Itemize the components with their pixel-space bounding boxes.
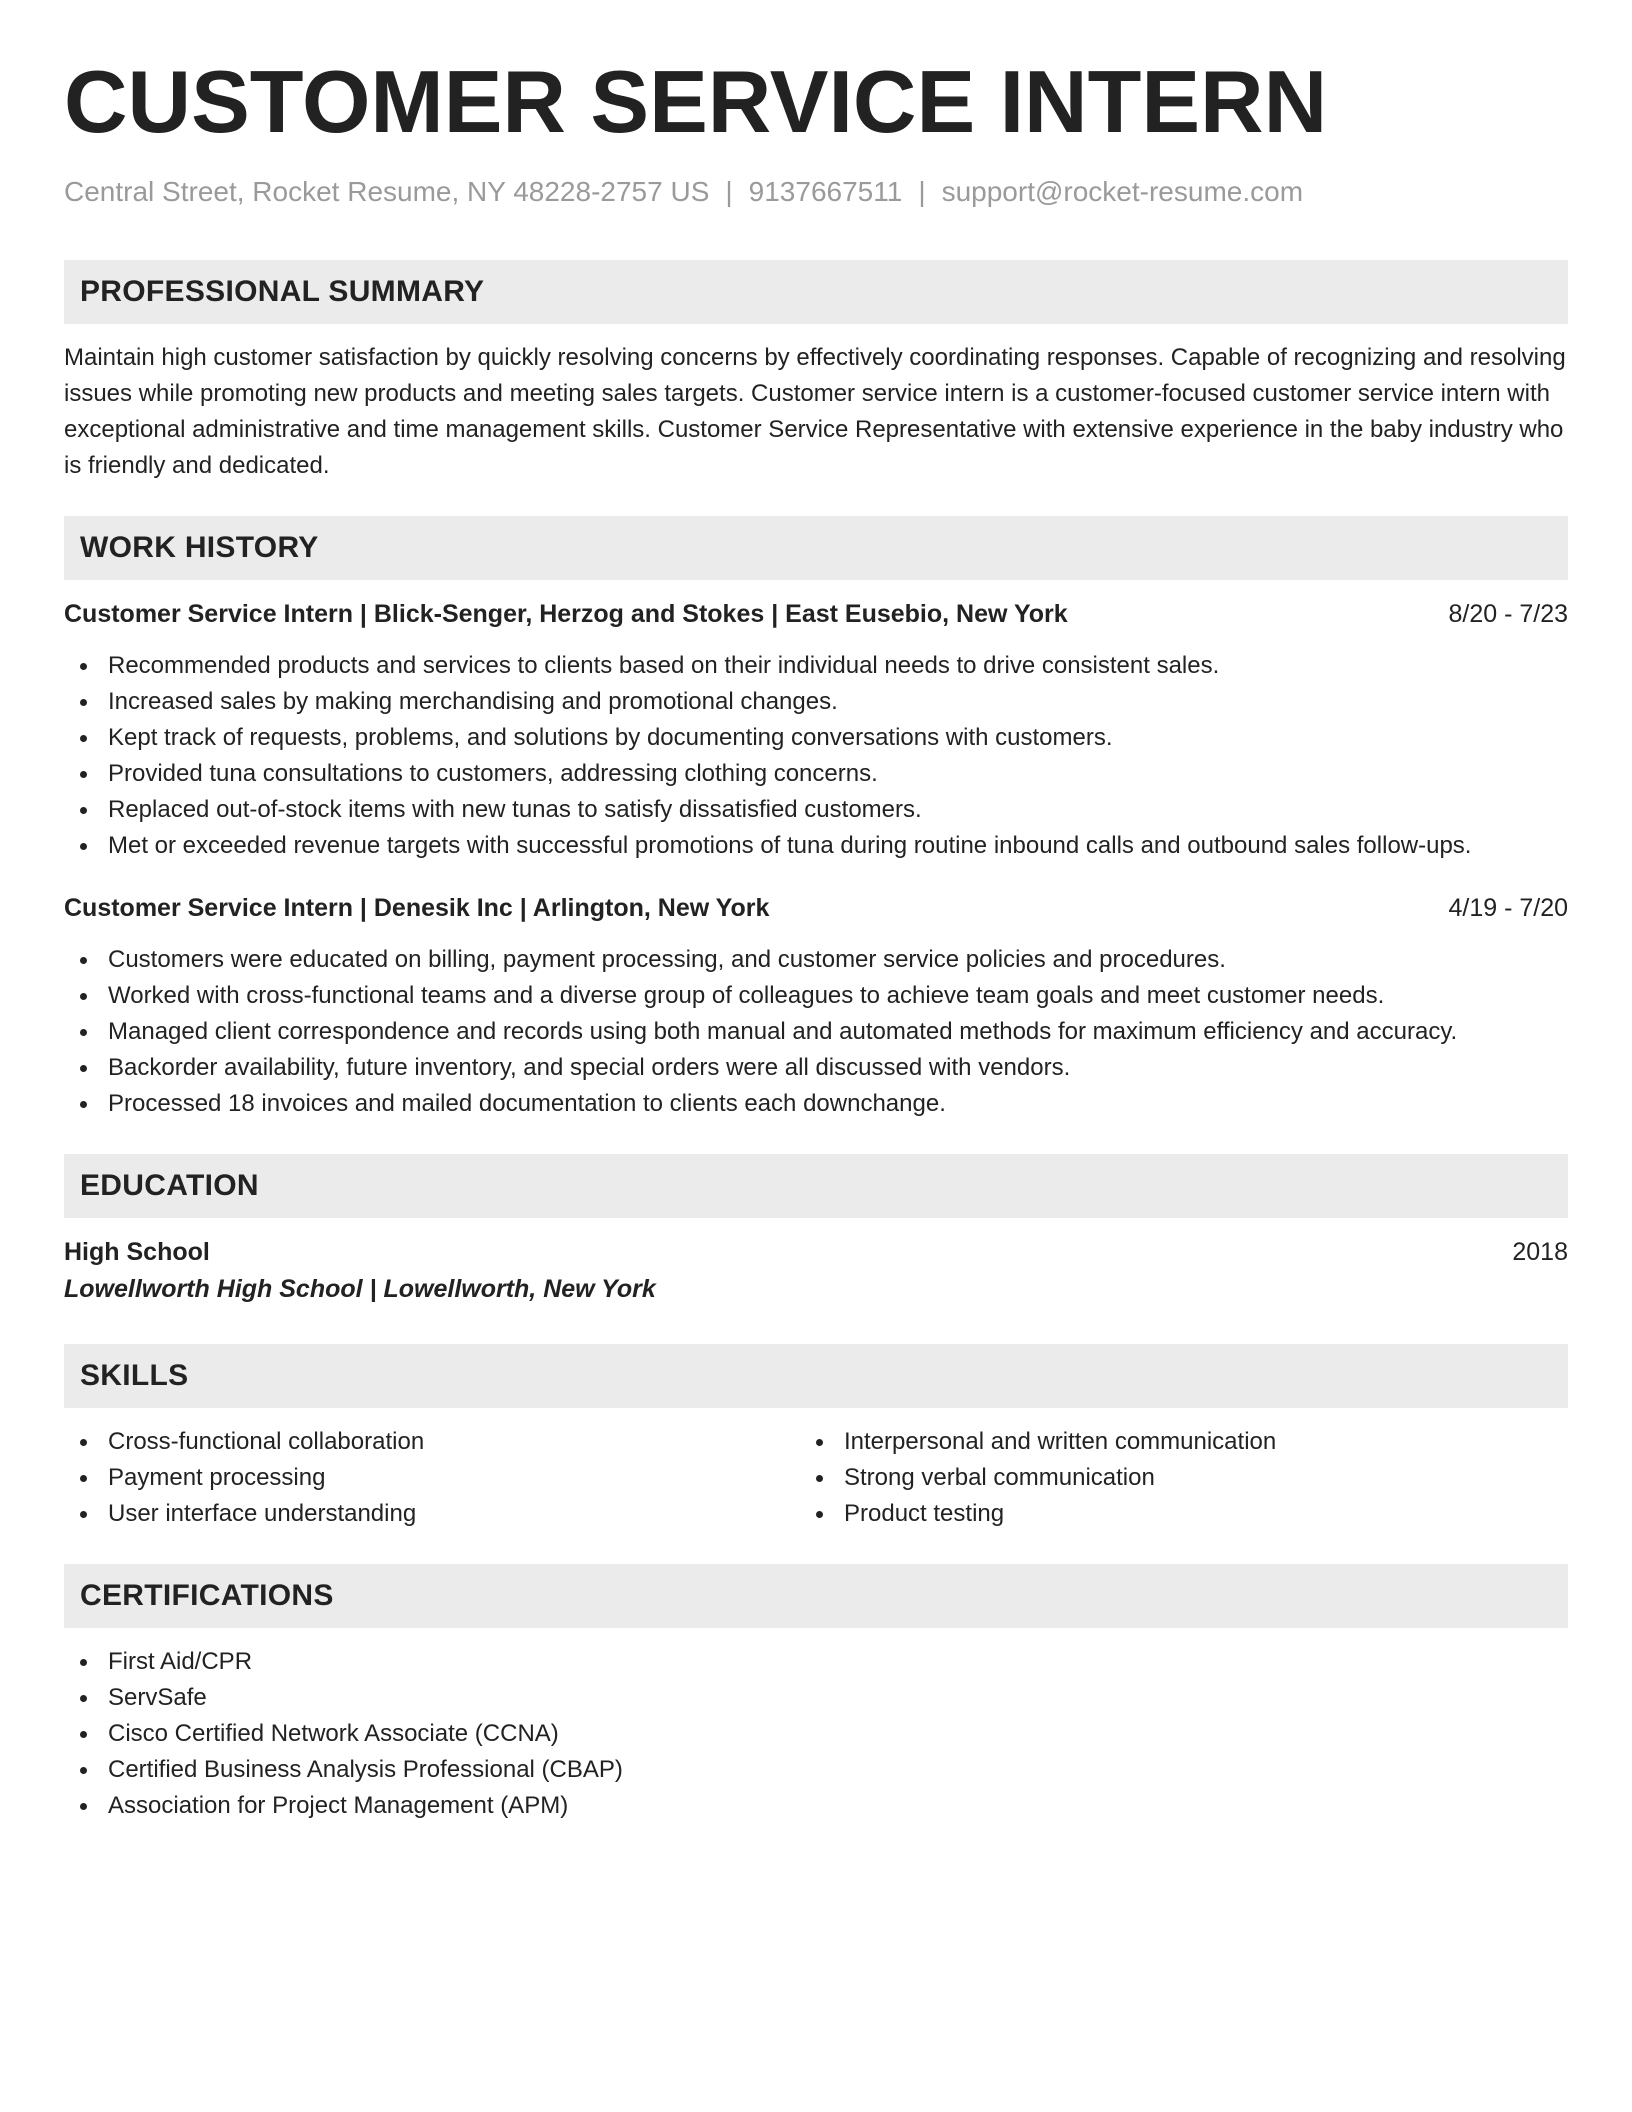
job-title: Customer Service Intern | Blick-Senger, Herzog and Stokes | East Eusebio, New York xyxy=(64,600,1068,628)
job-title: Customer Service Intern | Denesik Inc | Arlington, New York xyxy=(64,894,770,922)
skill-item: Strong verbal communication xyxy=(800,1460,1536,1496)
skill-item: Interpersonal and written communication xyxy=(800,1424,1536,1460)
job-bullet: Provided tuna consultations to customers, addressing clothing concerns. xyxy=(64,756,1568,792)
contact-separator: | xyxy=(725,176,733,207)
job-bullet: Processed 18 invoices and mailed documentation to clients each downchange. xyxy=(64,1086,1568,1122)
skills-columns xyxy=(64,1408,1568,1532)
education-degree: High School xyxy=(64,1238,210,1266)
section-heading-education: EDUCATION xyxy=(64,1154,1568,1218)
skill-item: Cross-functional collaboration xyxy=(64,1424,800,1460)
contact-separator: | xyxy=(918,176,926,207)
contact-email[interactable]: support@rocket-resume.com xyxy=(941,176,1304,207)
skill-item: Product testing xyxy=(800,1496,1536,1532)
job-entry-header xyxy=(64,596,1568,632)
certifications-list xyxy=(64,1644,1568,1824)
job-bullet: Backorder availability, future inventory, and special orders were all discussed with vendors. xyxy=(64,1050,1568,1086)
certification-item: ServSafe xyxy=(64,1680,1568,1716)
skill-item: Payment processing xyxy=(64,1460,800,1496)
section-heading-certifications: CERTIFICATIONS xyxy=(64,1564,1568,1628)
certification-item: Certified Business Analysis Professional (CBAP) xyxy=(64,1752,1568,1788)
job-bullets xyxy=(64,942,1568,1122)
job-bullet: Worked with cross-functional teams and a diverse group of colleagues to achieve team goals and meet customer needs. xyxy=(64,978,1568,1014)
section-heading-skills: SKILLS xyxy=(64,1344,1568,1408)
job-entry-header xyxy=(64,890,1568,926)
education-entry xyxy=(64,1234,1568,1270)
contact-phone: 9137667511 xyxy=(748,176,903,207)
job-bullet: Customers were educated on billing, payment processing, and customer service policies and procedures. xyxy=(64,942,1568,978)
job-bullet: Managed client correspondence and records using both manual and automated methods for maximum efficiency and accuracy. xyxy=(64,1014,1568,1050)
contact-line xyxy=(64,174,1568,210)
job-bullet: Kept track of requests, problems, and solutions by documenting conversations with customers. xyxy=(64,720,1568,756)
skills-list-left xyxy=(64,1424,800,1532)
skills-list-right xyxy=(800,1424,1536,1532)
certification-item: Cisco Certified Network Associate (CCNA) xyxy=(64,1716,1568,1752)
job-bullet: Increased sales by making merchandising and promotional changes. xyxy=(64,684,1568,720)
education-year: 2018 xyxy=(1512,1238,1568,1266)
skill-item: User interface understanding xyxy=(64,1496,800,1532)
job-bullets xyxy=(64,648,1568,864)
education-school: Lowellworth High School | Lowellworth, New York xyxy=(64,1275,656,1303)
certification-item: Association for Project Management (APM) xyxy=(64,1788,1568,1824)
certification-item: First Aid/CPR xyxy=(64,1644,1568,1680)
section-heading-summary: PROFESSIONAL SUMMARY xyxy=(64,260,1568,324)
job-bullet: Met or exceeded revenue targets with successful promotions of tuna during routine inbound calls and outbound sales follow-ups. xyxy=(64,828,1568,864)
job-bullet: Replaced out-of-stock items with new tunas to satisfy dissatisfied customers. xyxy=(64,792,1568,828)
job-dates: 8/20 - 7/23 xyxy=(1448,600,1568,628)
summary-text: Maintain high customer satisfaction by quickly resolving concerns by effectively coordinating responses. Capable of recognizing and resolving issues while promoting new products and meeting sales targets. Customer service intern is a customer-focused customer service intern with exceptional administrative and time management skills. Customer Service Representative with extensive experience in the baby industry who is friendly and dedicated. xyxy=(64,344,1566,479)
job-bullet: Recommended products and services to clients based on their individual needs to drive consistent sales. xyxy=(64,648,1568,684)
contact-address: Central Street, Rocket Resume, NY 48228-2757 US xyxy=(64,176,710,207)
job-dates: 4/19 - 7/20 xyxy=(1448,894,1568,922)
candidate-name: CUSTOMER SERVICE INTERN xyxy=(64,52,1328,151)
section-heading-work-history: WORK HISTORY xyxy=(64,516,1568,580)
